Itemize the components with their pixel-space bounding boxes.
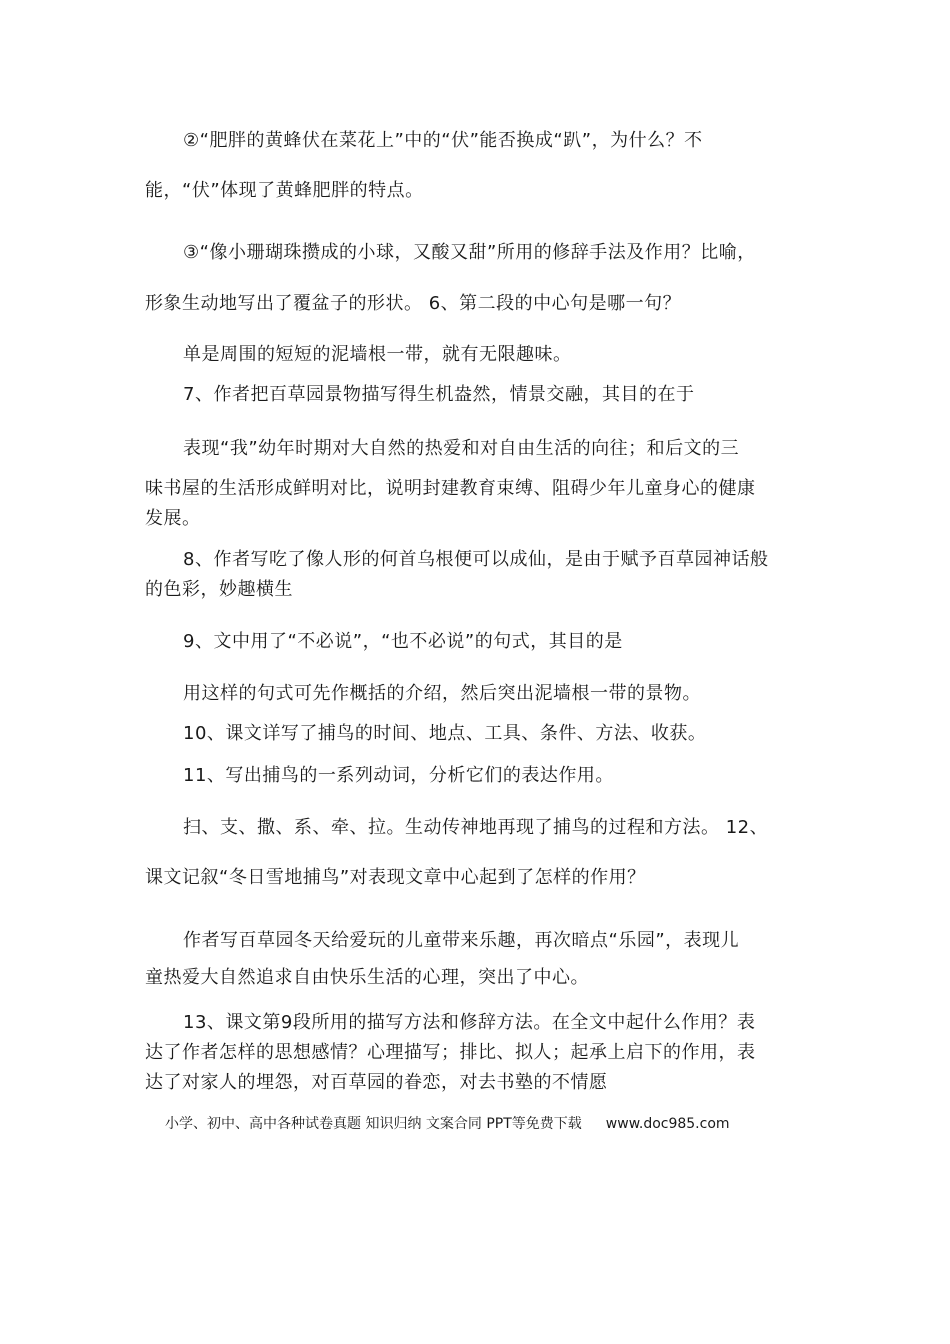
- text-line: 扫、支、撒、系、牵、拉。生动传神地再现了捕鸟的过程和方法。 12、: [183, 817, 769, 838]
- text-line: 表现“我”幼年时期对大自然的热爱和对自由生活的向往；和后文的三: [183, 438, 740, 459]
- text-line: 味书屋的生活形成鲜明对比，说明封建教育束缚、阻碍少年儿童身心的健康: [145, 478, 756, 499]
- text-line: 7、作者把百草园景物描写得生机盎然，情景交融，其目的在于: [183, 384, 695, 405]
- text-line: 形象生动地写出了覆盆子的形状。 6、第二段的中心句是哪一句？: [145, 293, 682, 314]
- text-line: 10、课文详写了捕鸟的时间、地点、工具、条件、方法、收获。: [183, 723, 707, 744]
- text-line: 达了作者怎样的思想感情？心理描写；排比、拟人；起承上启下的作用，表: [145, 1042, 756, 1063]
- text-line: 9、文中用了“不必说”，“也不必说”的句式，其目的是: [183, 631, 623, 652]
- text-line: 8、作者写吃了像人形的何首乌根便可以成仙，是由于赋予百草园神话般: [183, 549, 769, 570]
- text-line: 课文记叙“冬日雪地捕鸟”对表现文章中心起到了怎样的作用？: [145, 867, 646, 888]
- footer-text: 小学、初中、高中各种试卷真题 知识归纳 文案合同 PPT等免费下载: [165, 1116, 582, 1132]
- text-line: 13、课文第9段所用的描写方法和修辞方法。在全文中起什么作用？表: [183, 1012, 756, 1033]
- text-line: 童热爱大自然追求自由快乐生活的心理，突出了中心。: [145, 967, 589, 988]
- text-line: 作者写百草园冬天给爱玩的儿童带来乐趣，再次暗点“乐园”，表现儿: [183, 930, 740, 951]
- text-line: ③“像小珊瑚珠攒成的小球，又酸又甜”所用的修辞手法及作用？比喻，: [183, 242, 756, 263]
- text-line: 达了对家人的埋怨，对百草园的眷恋，对去书塾的不情愿: [145, 1072, 608, 1093]
- text-line: 单是周围的短短的泥墙根一带，就有无限趣味。: [183, 344, 572, 365]
- text-line: 能，“伏”体现了黄蜂肥胖的特点。: [145, 180, 424, 201]
- text-line: ②“肥胖的黄蜂伏在菜花上”中的“伏”能否换成“趴”，为什么？不: [183, 130, 703, 151]
- text-line: 发展。: [145, 508, 201, 529]
- text-line: 11、写出捕鸟的一系列动词，分析它们的表达作用。: [183, 765, 614, 786]
- footer-link[interactable]: www.doc985.com: [605, 1116, 730, 1132]
- text-line: 用这样的句式可先作概括的介绍，然后突出泥墙根一带的景物。: [183, 683, 701, 704]
- text-line: 的色彩，妙趣横生: [145, 579, 293, 600]
- page-footer: [165, 1113, 730, 1135]
